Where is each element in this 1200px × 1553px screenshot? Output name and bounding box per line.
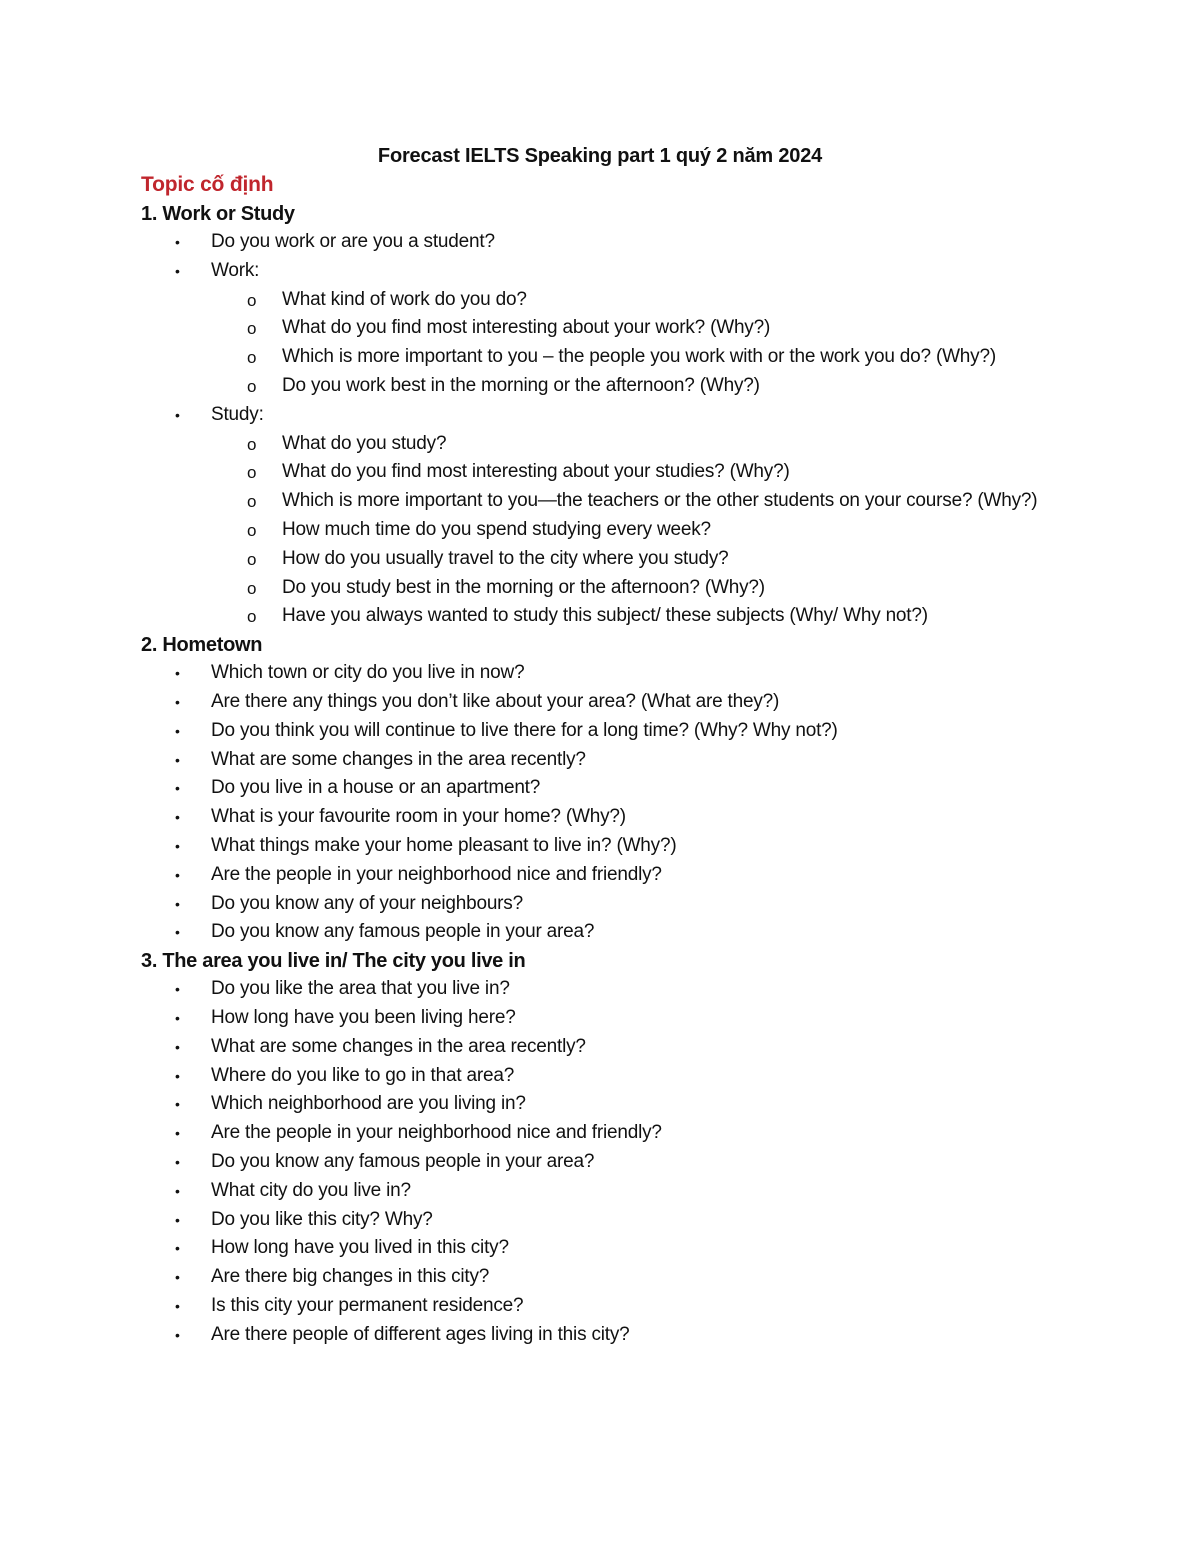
sub-list-item: [141, 545, 1081, 574]
circle-bullet-icon: o: [247, 434, 257, 454]
list-item: [141, 1033, 1081, 1062]
sub-list-item: [141, 430, 1081, 459]
bullet-icon: •: [175, 1009, 180, 1026]
list-item-text: Work:: [211, 259, 260, 281]
list-item-text: Do you know any famous people in your area?: [211, 921, 595, 943]
bullet-icon: •: [175, 809, 180, 826]
list-item-text: What is your favourite room in your home? (Why?): [211, 806, 626, 828]
list-item-text: Is this city your permanent residence?: [211, 1294, 524, 1316]
list-item-text: Do you know any of your neighbours?: [211, 892, 523, 914]
sub-list-item-text: What do you find most interesting about your work? (Why?): [282, 317, 771, 339]
section-heading: 2. Hometown: [141, 634, 263, 657]
circle-bullet-icon: o: [247, 319, 257, 339]
bullet-icon: •: [175, 924, 180, 941]
bullet-icon: •: [175, 262, 180, 279]
bullet-icon: •: [175, 406, 180, 423]
list-item-text: Are the people in your neighborhood nice and friendly?: [211, 863, 662, 885]
circle-bullet-icon: o: [247, 492, 257, 512]
bullet-icon: •: [175, 751, 180, 768]
list-item-text: Which town or city do you live in now?: [211, 662, 525, 684]
bullet-icon: •: [175, 866, 180, 883]
section-heading: 1. Work or Study: [141, 203, 295, 225]
bullet-icon: •: [175, 1211, 180, 1228]
list-item: [141, 746, 1081, 775]
bullet-icon: •: [175, 1125, 180, 1142]
list-item-text: Which neighborhood are you living in?: [211, 1093, 526, 1115]
sub-list-item-text: Which is more important to you – the people you work with or the work you do? (Why?): [282, 346, 996, 368]
list-item-text: Do you like this city? Why?: [211, 1208, 433, 1230]
circle-bullet-icon: o: [247, 549, 257, 569]
list-item-text: Do you like the area that you live in?: [211, 978, 510, 1000]
sub-list-item-text: What do you study?: [282, 432, 447, 454]
list-item: [141, 774, 1081, 803]
bullet-icon: •: [175, 1182, 180, 1199]
sub-list-item: [141, 574, 1081, 603]
list-item-text: Are there people of different ages living in this city?: [211, 1323, 630, 1345]
document-title: Forecast IELTS Speaking part 1 quý 2 năm 2024: [377, 145, 823, 167]
list-item: [141, 401, 1081, 430]
list-item-text: Study:: [211, 403, 264, 425]
sub-list-item: [141, 602, 1081, 631]
list-item: [141, 975, 1081, 1004]
list-item: [141, 1177, 1081, 1206]
sub-list-item-text: What kind of work do you do?: [282, 288, 527, 310]
list-item: [141, 803, 1081, 832]
circle-bullet-icon: o: [247, 290, 257, 310]
list-item: [141, 659, 1081, 688]
bullet-icon: •: [175, 722, 180, 739]
bullet-icon: •: [175, 1096, 180, 1113]
list-item: [141, 890, 1081, 919]
list-item: [141, 1292, 1081, 1321]
list-item-text: Do you know any famous people in your area?: [211, 1150, 595, 1172]
list-item: [141, 1234, 1081, 1263]
list-item-text: Are there big changes in this city?: [211, 1266, 490, 1288]
circle-bullet-icon: o: [247, 376, 257, 396]
list-item-text: What are some changes in the area recently?: [211, 748, 586, 770]
list-item: [141, 1148, 1081, 1177]
document-body: [141, 170, 1081, 1349]
bullet-icon: •: [175, 1297, 180, 1314]
sub-list-item-text: Have you always wanted to study this subject/ these subjects (Why/ Why not?): [282, 605, 928, 627]
bullet-icon: •: [175, 1153, 180, 1170]
bullet-icon: •: [175, 234, 180, 250]
circle-bullet-icon: o: [247, 578, 257, 598]
list-item-text: Are there any things you don’t like about your area? (What are they?): [211, 690, 780, 712]
list-item: [141, 228, 1081, 257]
circle-bullet-icon: o: [247, 520, 257, 540]
bullet-icon: •: [175, 981, 180, 998]
list-item-text: What city do you live in?: [211, 1179, 411, 1201]
list-item-text: What are some changes in the area recently?: [211, 1035, 586, 1057]
sub-list-item-text: Do you work best in the morning or the afternoon? (Why?): [282, 374, 760, 396]
list-item-text: What things make your home pleasant to live in? (Why?): [211, 834, 677, 856]
circle-bullet-icon: o: [247, 463, 257, 483]
list-item: [141, 717, 1081, 746]
sub-list-item-text: Which is more important to you—the teachers or the other students on your course? (Why?): [282, 490, 1038, 512]
sub-list-item: [141, 286, 1081, 315]
section-heading: 3. The area you live in/ The city you live in: [141, 950, 526, 973]
bullet-icon: •: [175, 1240, 180, 1257]
list-item: [141, 1206, 1081, 1235]
bullet-icon: •: [175, 1067, 180, 1084]
list-item: [141, 1263, 1081, 1292]
sub-list-item: [141, 343, 1081, 372]
sub-list-item: [141, 516, 1081, 545]
list-item: [141, 1090, 1081, 1119]
list-item: [141, 861, 1081, 890]
list-item: [141, 1119, 1081, 1148]
circle-bullet-icon: o: [247, 348, 257, 368]
list-item-text: Where do you like to go in that area?: [211, 1064, 515, 1086]
list-item: [141, 688, 1081, 717]
sub-list-item: [141, 487, 1081, 516]
bullet-icon: •: [175, 1269, 180, 1286]
bullet-icon: •: [175, 1038, 180, 1055]
sub-list-item: [141, 314, 1081, 343]
bullet-icon: •: [175, 693, 180, 710]
bullet-icon: •: [175, 895, 180, 912]
list-item-text: Do you live in a house or an apartment?: [211, 777, 541, 799]
list-item: [141, 918, 1081, 947]
list-item: [141, 1321, 1081, 1350]
list-item: [141, 832, 1081, 861]
list-item: [141, 1004, 1081, 1033]
sub-list-item-text: How do you usually travel to the city where you study?: [282, 547, 729, 569]
topic-label: Topic cố định: [141, 173, 274, 196]
sub-list-item-text: What do you find most interesting about your studies? (Why?): [282, 461, 790, 483]
list-item: [141, 1062, 1081, 1091]
list-item-text: Do you work or are you a student?: [211, 231, 495, 252]
list-item-text: How long have you been living here?: [211, 1006, 516, 1028]
list-item-text: Do you think you will continue to live there for a long time? (Why? Why not?): [211, 719, 838, 741]
bullet-icon: •: [175, 665, 180, 682]
bullet-icon: •: [175, 1326, 180, 1343]
list-item-text: Are the people in your neighborhood nice and friendly?: [211, 1122, 662, 1144]
bullet-icon: •: [175, 780, 180, 797]
sub-list-item: [141, 458, 1081, 487]
sub-list-item-text: How much time do you spend studying every week?: [282, 518, 711, 540]
circle-bullet-icon: o: [247, 607, 257, 627]
bullet-icon: •: [175, 837, 180, 854]
list-item-text: How long have you lived in this city?: [211, 1237, 509, 1259]
sub-list-item: [141, 372, 1081, 401]
sub-list-item-text: Do you study best in the morning or the afternoon? (Why?): [282, 576, 765, 598]
list-item: [141, 257, 1081, 286]
